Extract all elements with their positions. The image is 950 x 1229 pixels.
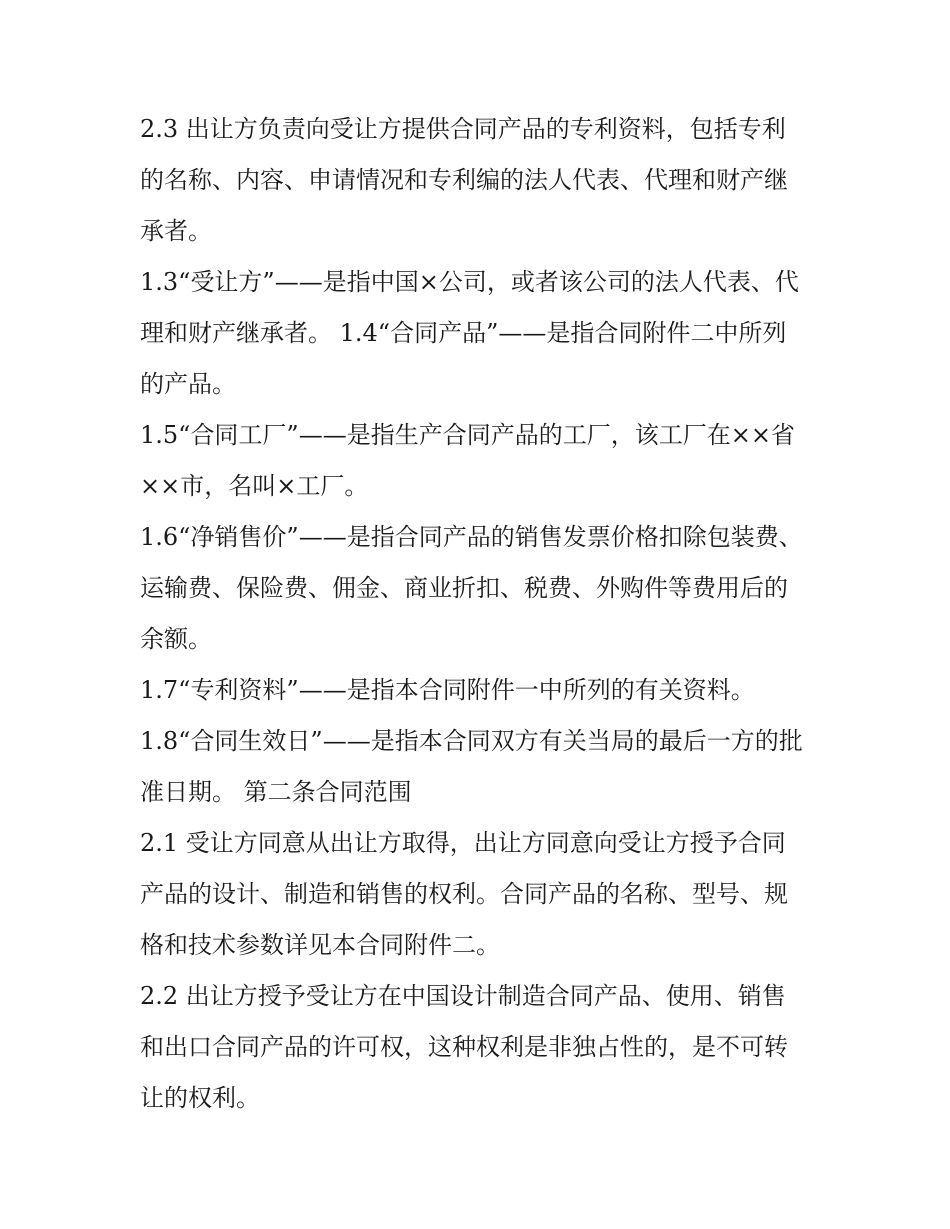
text-line: 1.8“合同生效日”——是指本合同双方有关当局的最后一方的批 xyxy=(140,727,803,755)
text-line: 准日期。 第二条合同范围 xyxy=(140,778,412,806)
document-body xyxy=(140,104,820,1124)
text-line: 2.2 出让方授予受让方在中国设计制造合同产品、使用、销售 xyxy=(140,982,786,1010)
text-line: 的产品。 xyxy=(140,370,236,398)
text-line: 2.3 出让方负责向受让方提供合同产品的专利资料，包括专利 xyxy=(140,115,786,143)
text-line: 承者。 xyxy=(140,217,212,245)
text-line: 余额。 xyxy=(140,625,212,653)
text-line: 运输费、保险费、佣金、商业折扣、税费、外购件等费用后的 xyxy=(140,574,788,602)
text-line: 1.7“专利资料”——是指本合同附件一中所列的有关资料。 xyxy=(140,676,755,704)
text-line: 的名称、内容、申请情况和专利编的法人代表、代理和财产继 xyxy=(140,166,788,194)
text-line: 和出口合同产品的许可权，这种权利是非独占性的，是不可转 xyxy=(140,1033,788,1061)
text-line: 2.1 受让方同意从出让方取得，出让方同意向受让方授予合同 xyxy=(140,829,786,857)
text-line: 1.3“受让方”——是指中国×公司，或者该公司的法人代表、代 xyxy=(140,268,799,296)
text-line: 1.5“合同工厂”——是指生产合同产品的工厂，该工厂在××省 xyxy=(140,421,795,449)
text-line: 理和财产继承者。 1.4“合同产品”——是指合同附件二中所列 xyxy=(140,319,787,347)
text-line: 格和技术参数详见本合同附件二。 xyxy=(140,931,500,959)
text-line: ××市，名叫×工厂。 xyxy=(140,472,369,500)
text-line: 让的权利。 xyxy=(140,1084,260,1112)
text-line: 产品的设计、制造和销售的权利。合同产品的名称、型号、规 xyxy=(140,880,788,908)
text-line: 1.6“净销售价”——是指合同产品的销售发票价格扣除包装费、 xyxy=(140,523,803,551)
